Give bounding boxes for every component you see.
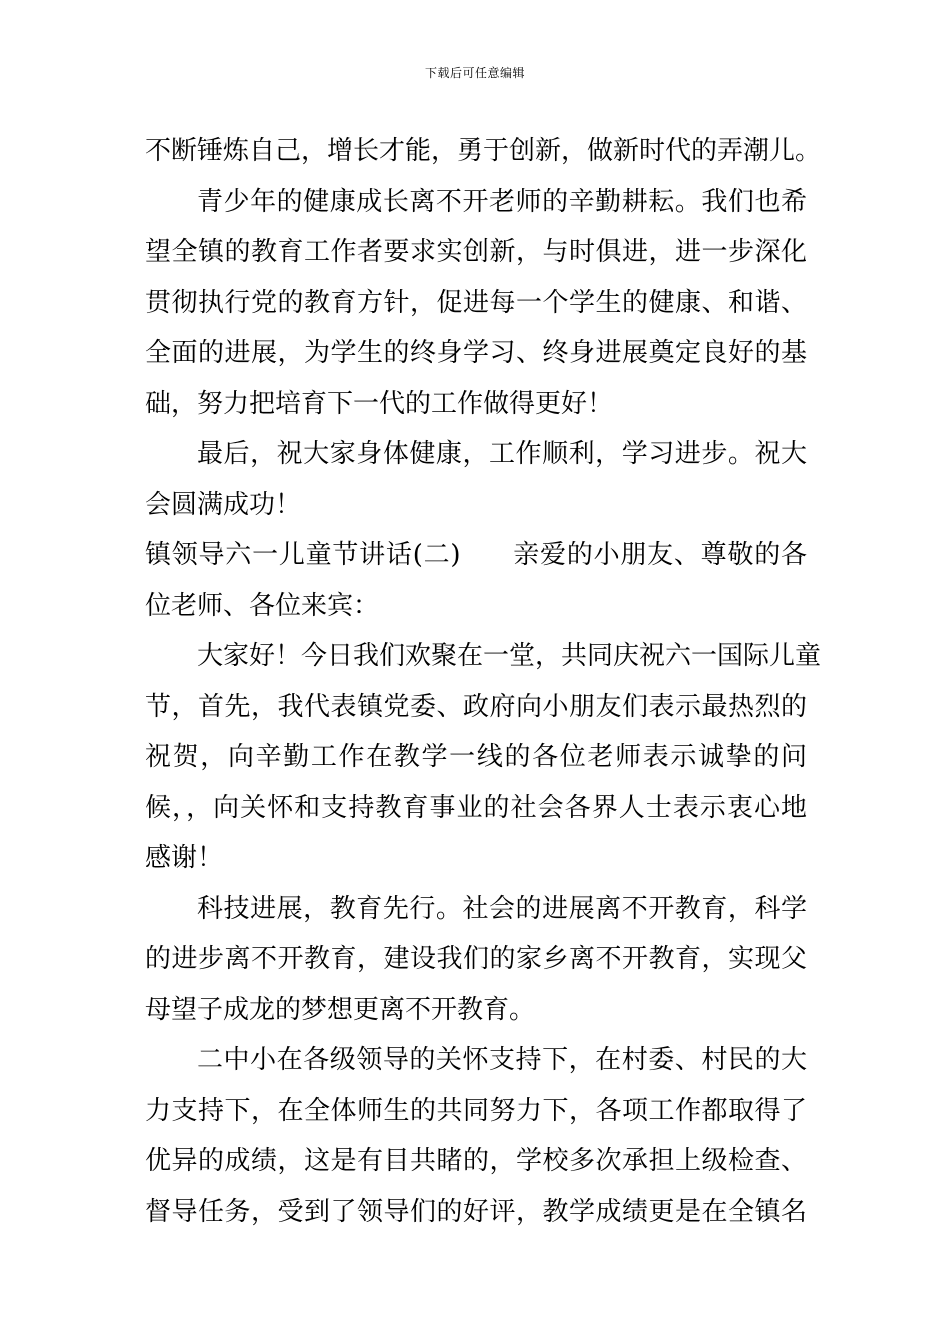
text-line: 会圆满成功！ [145, 489, 302, 520]
text-line: 祝贺，向辛勤工作在教学一线的各位老师表示诚挚的问 [145, 742, 807, 772]
text-line: 优异的成绩，这是有目共睹的，学校多次承担上级检查、 [145, 1146, 807, 1176]
text-line: 的进步离不开教育，建设我们的家乡离不开教育，实现父 [145, 944, 807, 974]
text-line: 感谢！ [145, 843, 224, 873]
text-line: 全面的进展，为学生的终身学习、终身进展奠定良好的基 [145, 338, 807, 368]
text-line: 望全镇的教育工作者要求实创新，与时俱进，进一步深化 [145, 237, 807, 267]
text-line: 位老师、各位来宾： [145, 590, 380, 621]
text-line: 不断锤炼自己，增长才能，勇于创新，做新时代的弄潮儿。 [145, 136, 822, 166]
salutation-text: 亲爱的小朋友、尊敬的各 [512, 540, 807, 570]
text-line: 础，努力把培育下一代的工作做得更好！ [145, 388, 614, 419]
text-line: 督导任务，受到了领导们的好评，教学成绩更是在全镇名 [145, 1196, 807, 1227]
section-heading-line [145, 530, 807, 581]
text-line: 候，，向关怀和支持教育事业的社会各界人士表示衷心地 [145, 792, 807, 823]
paragraph-line: 青少年的健康成长离不开老师的辛勤耕耘。我们也希 [197, 186, 807, 217]
paragraph-line: 大家好！今日我们欢聚在一堂，共同庆祝六一国际儿童 [197, 641, 822, 671]
document-body [145, 126, 822, 1237]
page-header: 下载后可任意编辑 [424, 66, 525, 80]
paragraph-line: 二中小在各级领导的关怀支持下，在村委、村民的大 [197, 1045, 807, 1075]
text-line: 贯彻执行党的教育方针，促进每一个学生的健康、和谐、 [145, 287, 807, 318]
text-line: 母望子成龙的梦想更离不开教育。 [145, 994, 536, 1025]
paragraph-line: 科技进展，教育先行。社会的进展离不开教育，科学 [197, 893, 807, 924]
text-line: 力支持下，在全体师生的共同努力下，各项工作都取得了 [145, 1095, 807, 1126]
paragraph-line: 最后，祝大家身体健康，工作顺利，学习进步。祝大 [197, 439, 807, 469]
text-line: 节，首先，我代表镇党委、政府向小朋友们表示最热烈的 [145, 691, 807, 722]
section-title: 镇领导六一儿童节讲话(二) [145, 540, 461, 570]
